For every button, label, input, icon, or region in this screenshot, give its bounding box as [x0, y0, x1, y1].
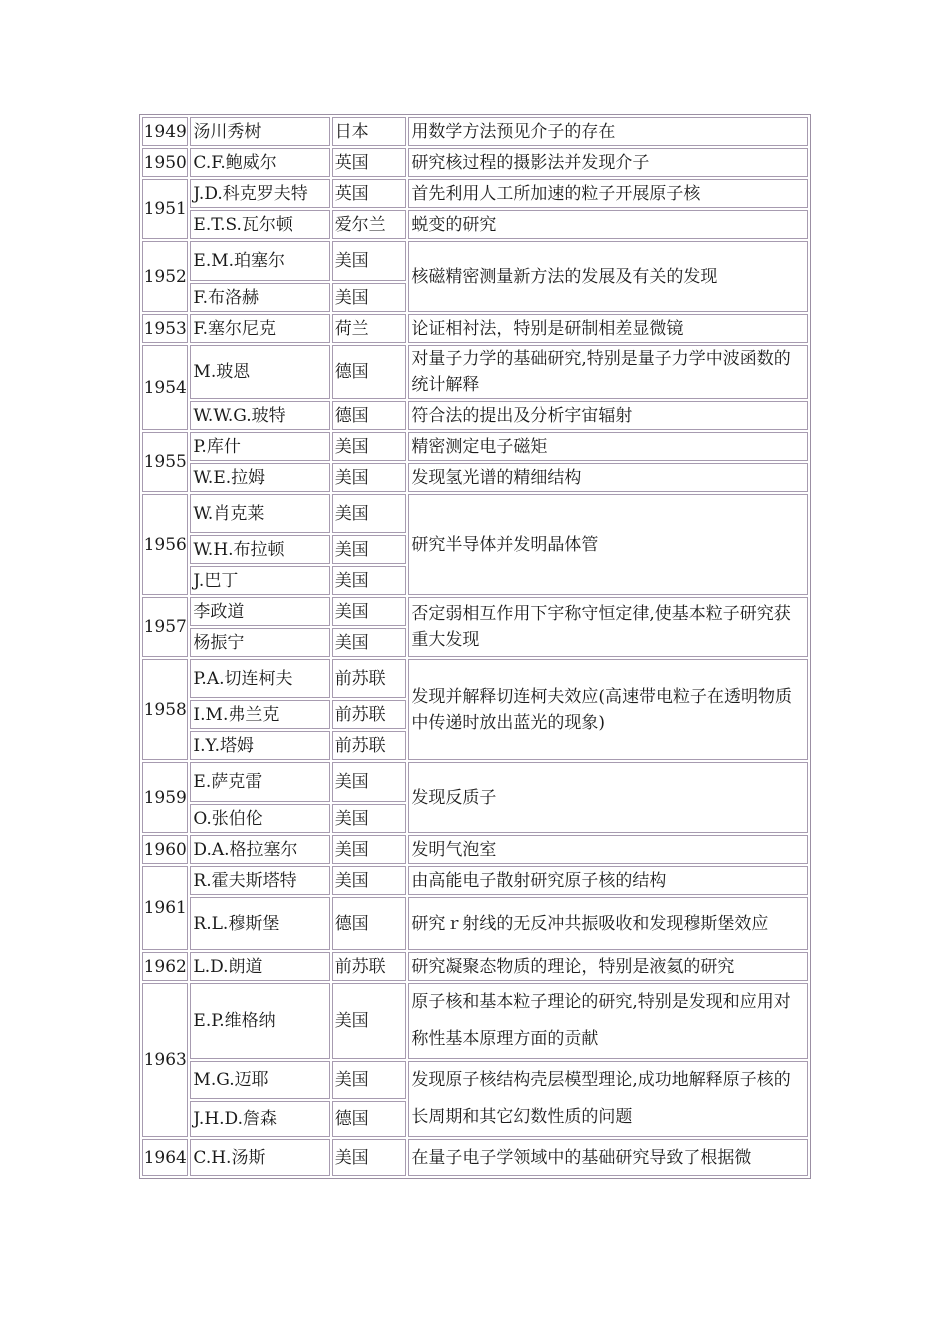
- achievement-cell: 首先利用人工所加速的粒子开展原子核: [408, 179, 808, 208]
- laureate-name-cell: F.布洛赫: [190, 283, 329, 312]
- laureate-name-cell: I.Y.塔姆: [190, 731, 329, 760]
- year-cell: 1962: [142, 952, 188, 981]
- country-cell: 美国: [332, 494, 407, 533]
- achievement-cell: 核磁精密测量新方法的发展及有关的发现: [408, 241, 808, 312]
- achievement-cell: 研究半导体并发明晶体管: [408, 494, 808, 595]
- year-cell: 1952: [142, 241, 188, 312]
- laureate-name-cell: W.E.拉姆: [190, 463, 329, 492]
- table-row: [142, 983, 808, 1059]
- laureate-name-cell: C.F.鲍威尔: [190, 148, 329, 177]
- achievement-cell: 发现反质子: [408, 762, 808, 833]
- table-row: [142, 866, 808, 895]
- country-cell: 美国: [332, 804, 407, 833]
- table-row: [142, 401, 808, 430]
- achievement-cell: 蜕变的研究: [408, 210, 808, 239]
- table-row: [142, 835, 808, 864]
- country-cell: 英国: [332, 148, 407, 177]
- table-row: [142, 210, 808, 239]
- nobel-physics-table: [139, 114, 811, 1179]
- laureate-name-cell: P.A.切连柯夫: [190, 659, 329, 698]
- achievement-cell: 研究凝聚态物质的理论，特别是液氦的研究: [408, 952, 808, 981]
- table-row: [142, 117, 808, 146]
- year-cell: 1960: [142, 835, 188, 864]
- year-cell: 1951: [142, 179, 188, 239]
- achievement-cell: 对量子力学的基础研究,特别是量子力学中波函数的统计解释: [408, 345, 808, 399]
- country-cell: 德国: [332, 401, 407, 430]
- table-row: [142, 345, 808, 399]
- table-row: [142, 148, 808, 177]
- laureate-name-cell: F.塞尔尼克: [190, 314, 329, 343]
- laureate-name-cell: E.M.珀塞尔: [190, 241, 329, 281]
- achievement-cell: 在量子电子学领域中的基础研究导致了根据微: [408, 1139, 808, 1176]
- country-cell: 美国: [332, 463, 407, 492]
- achievement-cell: 符合法的提出及分析宇宙辐射: [408, 401, 808, 430]
- country-cell: 美国: [332, 628, 407, 657]
- country-cell: 美国: [332, 535, 407, 564]
- laureate-name-cell: E.萨克雷: [190, 762, 329, 802]
- year-cell: 1950: [142, 148, 188, 177]
- laureate-name-cell: 李政道: [190, 597, 329, 626]
- country-cell: 美国: [332, 762, 407, 802]
- table-row: [142, 762, 808, 802]
- year-cell: 1955: [142, 432, 188, 492]
- table-row: [142, 897, 808, 950]
- year-cell: 1956: [142, 494, 188, 595]
- laureate-name-cell: O.张伯伦: [190, 804, 329, 833]
- achievement-cell: 由高能电子散射研究原子核的结构: [408, 866, 808, 895]
- laureate-name-cell: 汤川秀树: [190, 117, 329, 146]
- year-cell: 1959: [142, 762, 188, 833]
- country-cell: 荷兰: [332, 314, 407, 343]
- country-cell: 爱尔兰: [332, 210, 407, 239]
- table-row: [142, 241, 808, 281]
- laureate-name-cell: R.霍夫斯塔特: [190, 866, 329, 895]
- achievement-cell: 发现氢光谱的精细结构: [408, 463, 808, 492]
- achievement-cell: 精密测定电子磁矩: [408, 432, 808, 461]
- achievement-cell: 原子核和基本粒子理论的研究,特别是发现和应用对称性基本原理方面的贡献: [408, 983, 808, 1059]
- table-body: [142, 117, 808, 1176]
- laureate-name-cell: J.H.D.詹森: [190, 1101, 329, 1138]
- year-cell: 1949: [142, 117, 188, 146]
- achievement-cell: 研究ｒ射线的无反冲共振吸收和发现穆斯堡效应: [408, 897, 808, 950]
- country-cell: 日本: [332, 117, 407, 146]
- laureate-name-cell: R.L.穆斯堡: [190, 897, 329, 950]
- country-cell: 英国: [332, 179, 407, 208]
- country-cell: 美国: [332, 983, 407, 1059]
- table-row: [142, 597, 808, 626]
- achievement-cell: 否定弱相互作用下宇称守恒定律,使基本粒子研究获重大发现: [408, 597, 808, 657]
- country-cell: 美国: [332, 866, 407, 895]
- country-cell: 前苏联: [332, 659, 407, 698]
- country-cell: 前苏联: [332, 731, 407, 760]
- achievement-cell: 发明气泡室: [408, 835, 808, 864]
- achievement-cell: 发现原子核结构壳层模型理论,成功地解释原子核的长周期和其它幻数性质的问题: [408, 1061, 808, 1137]
- country-cell: 德国: [332, 345, 407, 399]
- country-cell: 美国: [332, 1061, 407, 1099]
- laureate-name-cell: D.A.格拉塞尔: [190, 835, 329, 864]
- table-row: [142, 1061, 808, 1099]
- table-row: [142, 179, 808, 208]
- achievement-cell: 研究核过程的摄影法并发现介子: [408, 148, 808, 177]
- year-cell: 1958: [142, 659, 188, 760]
- country-cell: 美国: [332, 241, 407, 281]
- laureate-name-cell: E.P.维格纳: [190, 983, 329, 1059]
- laureate-name-cell: W.H.布拉顿: [190, 535, 329, 564]
- laureate-name-cell: M.玻恩: [190, 345, 329, 399]
- laureate-name-cell: P.库什: [190, 432, 329, 461]
- table-row: [142, 494, 808, 533]
- country-cell: 美国: [332, 566, 407, 595]
- country-cell: 美国: [332, 432, 407, 461]
- year-cell: 1961: [142, 866, 188, 950]
- table-row: [142, 1139, 808, 1176]
- laureate-name-cell: C.H.汤斯: [190, 1139, 329, 1176]
- table-row: [142, 432, 808, 461]
- year-cell: 1954: [142, 345, 188, 430]
- table-row: [142, 463, 808, 492]
- laureate-name-cell: E.T.S.瓦尔顿: [190, 210, 329, 239]
- year-cell: 1963: [142, 983, 188, 1137]
- country-cell: 美国: [332, 1139, 407, 1176]
- year-cell: 1957: [142, 597, 188, 657]
- table-row: [142, 952, 808, 981]
- country-cell: 德国: [332, 1101, 407, 1138]
- laureate-name-cell: 杨振宁: [190, 628, 329, 657]
- country-cell: 德国: [332, 897, 407, 950]
- year-cell: 1964: [142, 1139, 188, 1176]
- country-cell: 前苏联: [332, 700, 407, 729]
- table-row: [142, 314, 808, 343]
- year-cell: 1953: [142, 314, 188, 343]
- laureate-name-cell: W.W.G.玻特: [190, 401, 329, 430]
- achievement-cell: 论证相衬法，特别是研制相差显微镜: [408, 314, 808, 343]
- laureate-name-cell: M.G.迈耶: [190, 1061, 329, 1099]
- laureate-name-cell: I.M.弗兰克: [190, 700, 329, 729]
- achievement-cell: 用数学方法预见介子的存在: [408, 117, 808, 146]
- country-cell: 前苏联: [332, 952, 407, 981]
- laureate-name-cell: J.D.科克罗夫特: [190, 179, 329, 208]
- laureate-name-cell: J.巴丁: [190, 566, 329, 595]
- table-row: [142, 659, 808, 698]
- country-cell: 美国: [332, 835, 407, 864]
- laureates-table: [140, 115, 810, 1178]
- laureate-name-cell: L.D.朗道: [190, 952, 329, 981]
- country-cell: 美国: [332, 597, 407, 626]
- achievement-cell: 发现并解释切连柯夫效应(高速带电粒子在透明物质中传递时放出蓝光的现象): [408, 659, 808, 760]
- laureate-name-cell: W.肖克莱: [190, 494, 329, 533]
- country-cell: 美国: [332, 283, 407, 312]
